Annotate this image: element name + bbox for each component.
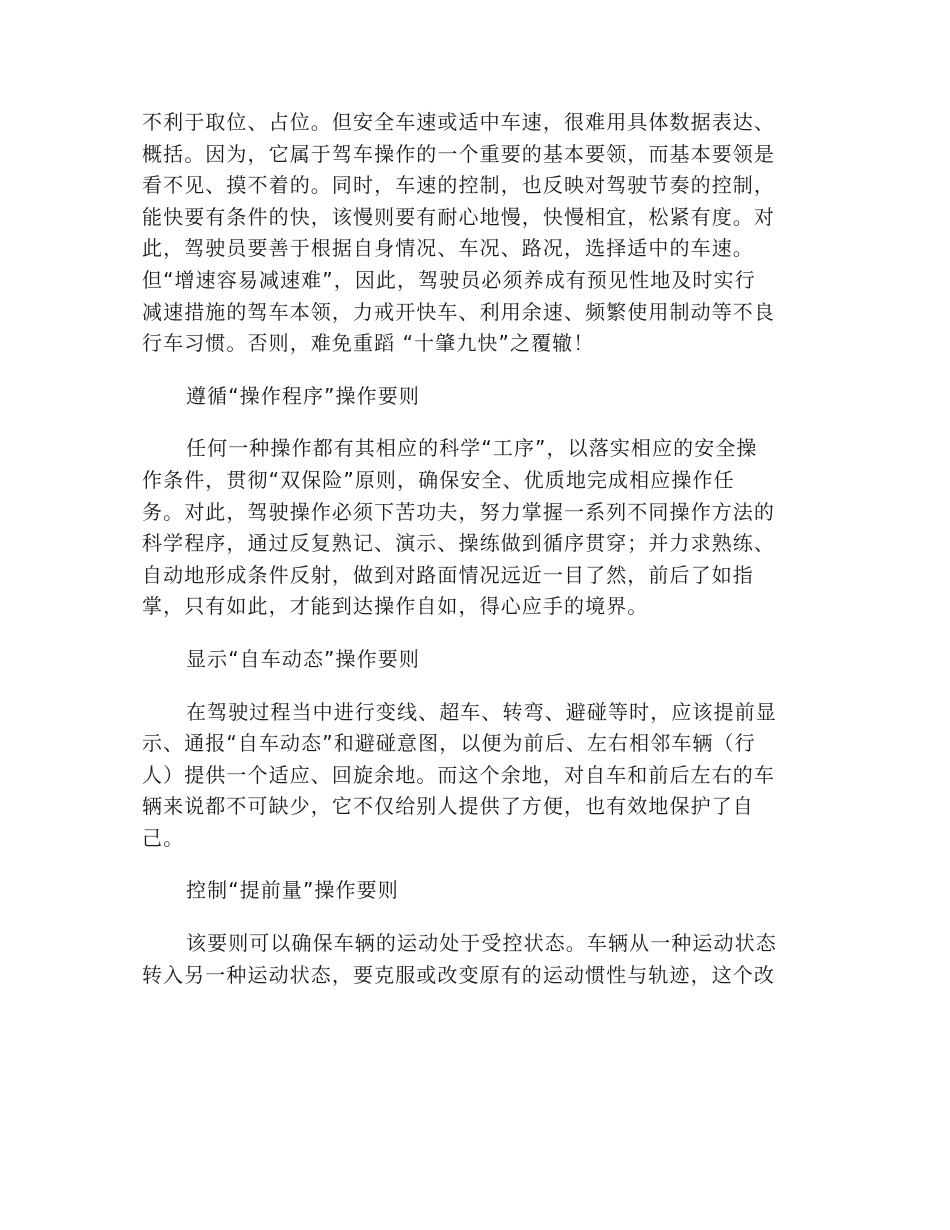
text-line: 能快要有条件的快，该慢则要有耐心地慢，快慢相宜，松紧有度。对 [142, 204, 775, 229]
paragraph-vehicle-dynamics [142, 697, 802, 855]
text-line: 概括。因为，它属于驾车操作的一个重要的基本要领，而基本要领是 [142, 141, 775, 166]
text-line: 务。对此，驾驶操作必须下苦功夫，努力掌握一系列不同操作方法的 [142, 499, 775, 524]
text-line: 行车习惯。否则，难免重蹈 “十肇九快”之覆辙！ [142, 331, 595, 356]
text-line: 在驾驶过程当中进行变线、超车、转弯、避碰等时，应该提前显 [186, 699, 777, 724]
section-heading-lead-amount [142, 875, 802, 907]
text-line: 任何一种操作都有其相应的科学“工序”，以落实相应的安全操 [186, 436, 758, 461]
document-body [142, 107, 802, 991]
text-line: 减速措施的驾车本领，力戒开快车、利用余速、频繁使用制动等不良 [142, 299, 775, 324]
text-line: 作条件，贯彻“双保险”原则，确保安全、优质地完成相应操作任 [142, 467, 735, 492]
text-line: 但“增速容易减速难”，因此，驾驶员必须养成有预见性地及时实行 [142, 267, 756, 292]
text-line: 掌，只有如此，才能到达操作自如，得心应手的境界。 [142, 594, 649, 619]
heading-text: 遵循“操作程序”操作要则 [186, 383, 420, 408]
text-line: 己。 [142, 825, 185, 850]
text-line: 看不见、摸不着的。同时，车速的控制，也反映对驾驶节奏的控制， [142, 173, 775, 198]
text-line: 示、通报“自车动态”和避碰意图，以便为前后、左右相邻车辆（行 [142, 731, 756, 756]
text-line: 科学程序，通过反复熟记、演示、操练做到循序贯穿；并力求熟练、 [142, 531, 775, 556]
paragraph-operation-procedure [142, 433, 802, 623]
text-line: 转入另一种运动状态，要克服或改变原有的运动惯性与轨迹，这个改 [142, 962, 775, 987]
text-line: 此，驾驶员要善于根据自身情况、车况、路况，选择适中的车速。 [142, 236, 754, 261]
text-line: 不利于取位、占位。但安全车速或适中车速，很难用具体数据表达、 [142, 110, 775, 134]
heading-text: 显示“自车动态”操作要则 [186, 646, 420, 671]
paragraph-speed-control [142, 107, 802, 360]
paragraph-lead-amount [142, 928, 802, 991]
heading-text: 控制“提前量”操作要则 [186, 878, 399, 903]
text-line: 人）提供一个适应、回旋余地。而这个余地，对自车和前后左右的车 [142, 762, 775, 787]
text-line: 自动地形成条件反射，做到对路面情况远近一目了然，前后了如指 [142, 562, 754, 587]
text-line: 该要则可以确保车辆的运动处于受控状态。车辆从一种运动状态 [186, 931, 777, 956]
section-heading-operation-procedure [142, 381, 802, 413]
text-line: 辆来说都不可缺少，它不仅给别人提供了方便，也有效地保护了自 [142, 794, 754, 819]
section-heading-vehicle-dynamics [142, 644, 802, 676]
